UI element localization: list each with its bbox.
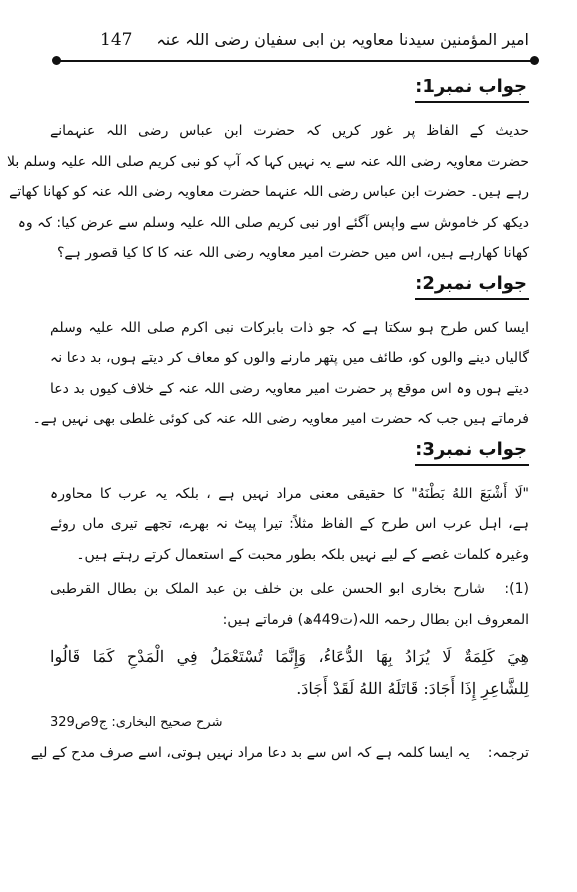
paragraph xyxy=(7,116,529,269)
section-heading-wrap xyxy=(50,439,529,473)
text-line: کھانا کھارہے ہیں، اس میں حضرت امیر معاویہ رضی اللہ عنہ کا کا کیا قصور ہے؟ xyxy=(56,245,529,261)
header-rule-dot-left xyxy=(52,56,61,65)
text-line: شارح بخاری ابو الحسن علی بن خلف بن عبد الملک بن بطال القرطبی xyxy=(50,581,485,597)
reference-text xyxy=(50,574,485,605)
text-line: حضرت معاویہ رضی اللہ عنہ سے یہ نہیں کہا کہ آپ کو نبی کریم صلی اللہ علیہ وسلم بلا xyxy=(7,153,529,170)
arabic-line: لِلشَّاعِرِ إِذَا أَجَادَ: قَاتَلَهُ اللهُ لَقَدْ أَجَادَ. xyxy=(296,679,529,698)
running-title: امیر المؤمنین سیدنا معاویہ بن ابی سفیان رضی اللہ عنہ xyxy=(156,30,529,49)
text-line: فرماتے ہیں جب کہ حضرت امیر معاویہ رضی اللہ عنہ کی کوئی غلطی بھی نہیں ہے۔ xyxy=(32,411,529,427)
page-number: 147 xyxy=(100,30,133,50)
text-line: وغیرہ کلمات غصے کے لیے نہیں بلکہ بطور محبت کے استعمال کرتے رہتے ہیں۔ xyxy=(76,546,529,563)
translation-label: ترجمہ: xyxy=(487,745,529,761)
translation-text: یہ ایسا کلمہ ہے کہ اس سے بد دعا مراد نہیں ہوتی، اسے صرف مدح کے لیے xyxy=(30,745,470,761)
text-line: رہے ہیں۔ حضرت ابن عباس رضی اللہ عنہما حضرت معاویہ رضی اللہ عنہ کو کھانا کھاتے xyxy=(9,184,529,200)
translation xyxy=(30,738,529,768)
text-line: گالیاں دینے والوں کو، طائف میں پتھر مارنے والوں کو معاف کر دیتے ہوں، بد دعا نہ xyxy=(50,350,529,366)
page-body xyxy=(7,76,529,768)
section-heading: جواب نمبر2: xyxy=(415,273,529,300)
section-heading-wrap xyxy=(50,273,529,307)
source-citation-wrap xyxy=(50,715,529,730)
paragraph xyxy=(32,313,529,435)
text-line: "لَا أَشْبَعَ اللهُ بَطْنَهُ" کا حقیقی معنی مراد نہیں ہے ، بلکہ یہ عرب کا محاورہ xyxy=(50,485,529,502)
text-line: ہے، اہل عرب اس طرح کے الفاظ مثلاً: تیرا پیٹ نہ بھرے، تجھے تیری ماں روئے xyxy=(50,516,529,532)
text-line: دیتے ہوں وہ اس موقع پر حضرت امیر معاویہ رضی اللہ عنہ کے خلاف کیوں بد دعا xyxy=(50,380,529,397)
text-line: حدیث کے الفاظ پر غور کریں کہ حضرت ابن عباس رضی اللہ عنہمانے xyxy=(50,123,529,139)
section-heading: جواب نمبر3: xyxy=(415,439,529,466)
arabic-line: هِيَ كَلِمَةٌ لَا يُرَادُ بِهَا الدُّعَاءُ، وَإِنَّمَا تُسْتَعْمَلُ فِي الْمَدْحِ كَمَا قَالُوا xyxy=(50,647,529,666)
arabic-quote xyxy=(50,641,529,705)
paragraph xyxy=(50,605,529,636)
header-rule-dot-right xyxy=(530,56,539,65)
reference-row xyxy=(50,574,529,605)
reference-number: (1): xyxy=(504,581,529,597)
text-line: المعروف ابن بطال رحمہ اللہ(ت449ھ) فرماتے ہیں: xyxy=(222,611,529,628)
paragraph xyxy=(50,479,529,571)
section-heading: جواب نمبر1: xyxy=(415,76,529,103)
text-line: دیکھ کر خاموش سے واپس آگئے اور نبی کریم صلی اللہ علیہ وسلم سے عرض کیا: کہ وہ xyxy=(17,214,529,231)
header-rule xyxy=(56,60,535,62)
source-citation: شرح صحیح البخاری: ج9ص329 xyxy=(50,715,223,730)
section-heading-wrap xyxy=(50,76,529,110)
text-line: ایسا کس طرح ہو سکتا ہے کہ جو ذات بابرکات نبی اکرم صلی اللہ علیہ وسلم xyxy=(50,319,529,336)
page-header xyxy=(60,30,529,58)
